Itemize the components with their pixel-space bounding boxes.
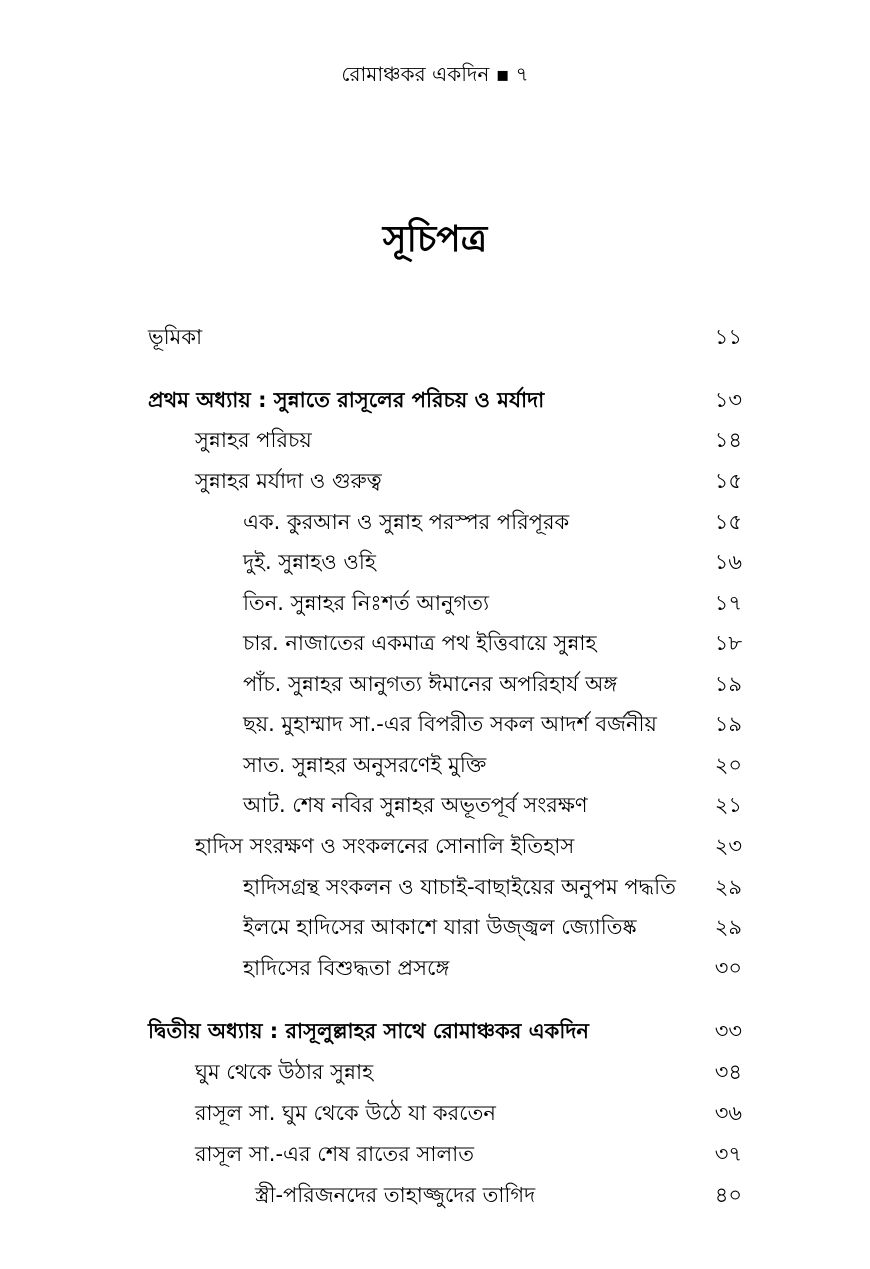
toc-entry-chapter-2[interactable] bbox=[0, 1014, 870, 1048]
page-title: সূচিপত্র bbox=[382, 219, 488, 260]
toc-entry-preface[interactable] bbox=[0, 320, 870, 354]
toc-page-number: ১৫ bbox=[714, 510, 742, 534]
toc-entry-section[interactable] bbox=[0, 1096, 870, 1130]
toc-page-number: ১৫ bbox=[714, 469, 742, 493]
toc-page-number: ১৪ bbox=[714, 428, 742, 452]
toc-entry-title: সুন্নাহর মর্যাদা ও গুরুত্ব bbox=[195, 469, 382, 493]
toc-entry-subsection[interactable] bbox=[0, 707, 870, 741]
toc-entry-title: রাসূল সা.-এর শেষ রাতের সালাত bbox=[195, 1142, 474, 1166]
toc-entry-chapter-1[interactable] bbox=[0, 383, 870, 417]
toc-entry-title: ঘুম থেকে উঠার সুন্নাহ bbox=[195, 1060, 374, 1084]
toc-entry-section[interactable] bbox=[0, 464, 870, 498]
toc-entry-title: হাদিস সংরক্ষণ ও সংকলনের সোনালি ইতিহাস bbox=[195, 834, 575, 858]
toc-page-number: ১৩ bbox=[714, 388, 742, 412]
toc-page-number: ১৭ bbox=[714, 591, 742, 615]
toc-entry-title: রাসূল সা. ঘুম থেকে উঠে যা করতেন bbox=[195, 1101, 496, 1125]
toc-entry-title: হাদিসের বিশুদ্ধতা প্রসঙ্গে bbox=[243, 956, 450, 980]
toc-page-number: ৩০ bbox=[714, 956, 742, 980]
toc-page-number: ১৬ bbox=[714, 550, 742, 574]
toc-page-number: ২৩ bbox=[714, 834, 742, 858]
toc-entry-title: সুন্নাহর পরিচয় bbox=[195, 428, 312, 452]
toc-page-number: ২০ bbox=[714, 753, 742, 777]
toc-page-number: ১৯ bbox=[714, 712, 742, 736]
toc-entry-section[interactable] bbox=[0, 1055, 870, 1089]
toc-page-number: ৩৪ bbox=[714, 1060, 742, 1084]
running-head: রোমাঞ্চকর একদিন ▪ ৭ bbox=[341, 62, 529, 86]
toc-entry-title: ইলমে হাদিসের আকাশে যারা উজ্জ্বল জ্যোতিষ্ক bbox=[243, 915, 637, 939]
toc-page-number: ৩৬ bbox=[714, 1101, 742, 1125]
toc-entry-title: প্রথম অধ্যায় : সুন্নাতে রাসূলের পরিচয় ও মর্যাদা bbox=[148, 388, 545, 412]
toc-page-number: ২১ bbox=[714, 793, 742, 817]
toc-entry-title: তিন. সুন্নাহর নিঃশর্ত আনুগত্য bbox=[243, 591, 490, 615]
toc-entry-title: ভূমিকা bbox=[148, 325, 203, 349]
toc-entry-subsection[interactable] bbox=[0, 870, 870, 904]
toc-entry-subsection[interactable] bbox=[0, 951, 870, 985]
toc-entry-section[interactable] bbox=[0, 423, 870, 457]
toc-page-number: ১১ bbox=[714, 325, 742, 349]
toc-entry-subsection[interactable] bbox=[0, 910, 870, 944]
toc-entry-title: স্ত্রী-পরিজনদের তাহাজ্জুদের তাগিদ bbox=[255, 1183, 536, 1207]
toc-entry-title: আট. শেষ নবির সুন্নাহর অভূতপূর্ব সংরক্ষণ bbox=[243, 793, 588, 817]
toc-entry-subsection[interactable] bbox=[0, 505, 870, 539]
toc-entry-subsection[interactable] bbox=[0, 1178, 870, 1212]
toc-entry-subsection[interactable] bbox=[0, 626, 870, 660]
toc-entry-subsection[interactable] bbox=[0, 788, 870, 822]
toc-page-number: ৩৩ bbox=[714, 1019, 742, 1043]
toc-page-number: ৩৭ bbox=[714, 1142, 742, 1166]
toc-entry-subsection[interactable] bbox=[0, 748, 870, 782]
toc-entry-title: ছয়. মুহাম্মাদ সা.-এর বিপরীত সকল আদর্শ বর্জনীয় bbox=[243, 712, 657, 736]
toc-entry-title: দুই. সুন্নাহও ওহি bbox=[243, 550, 376, 574]
toc-entry-subsection[interactable] bbox=[0, 586, 870, 620]
toc-page-number: ২৯ bbox=[714, 915, 742, 939]
toc-page-number: ১৯ bbox=[714, 672, 742, 696]
toc-entry-title: দ্বিতীয় অধ্যায় : রাসূলুল্লাহর সাথে রোমাঞ্চকর একদিন bbox=[148, 1019, 589, 1043]
toc-entry-subsection[interactable] bbox=[0, 667, 870, 701]
toc-entry-subsection[interactable] bbox=[0, 545, 870, 579]
toc-entry-title: সাত. সুন্নাহর অনুসরণেই মুক্তি bbox=[243, 753, 487, 777]
toc-entry-title: পাঁচ. সুন্নাহর আনুগত্য ঈমানের অপরিহার্য অঙ্গ bbox=[243, 672, 618, 696]
toc-page-number: ১৮ bbox=[714, 631, 742, 655]
toc-entry-title: হাদিসগ্রন্থ সংকলন ও যাচাই-বাছাইয়ের অনুপম পদ্ধতি bbox=[243, 875, 676, 899]
toc-entry-title: চার. নাজাতের একমাত্র পথ ইত্তিবায়ে সুন্নাহ bbox=[243, 631, 597, 655]
toc-entry-section[interactable] bbox=[0, 1137, 870, 1171]
toc-page-number: ২৯ bbox=[714, 875, 742, 899]
toc-entry-section[interactable] bbox=[0, 829, 870, 863]
toc-page-number: ৪০ bbox=[714, 1183, 742, 1207]
toc-entry-title: এক. কুরআন ও সুন্নাহ পরস্পর পরিপূরক bbox=[243, 510, 570, 534]
